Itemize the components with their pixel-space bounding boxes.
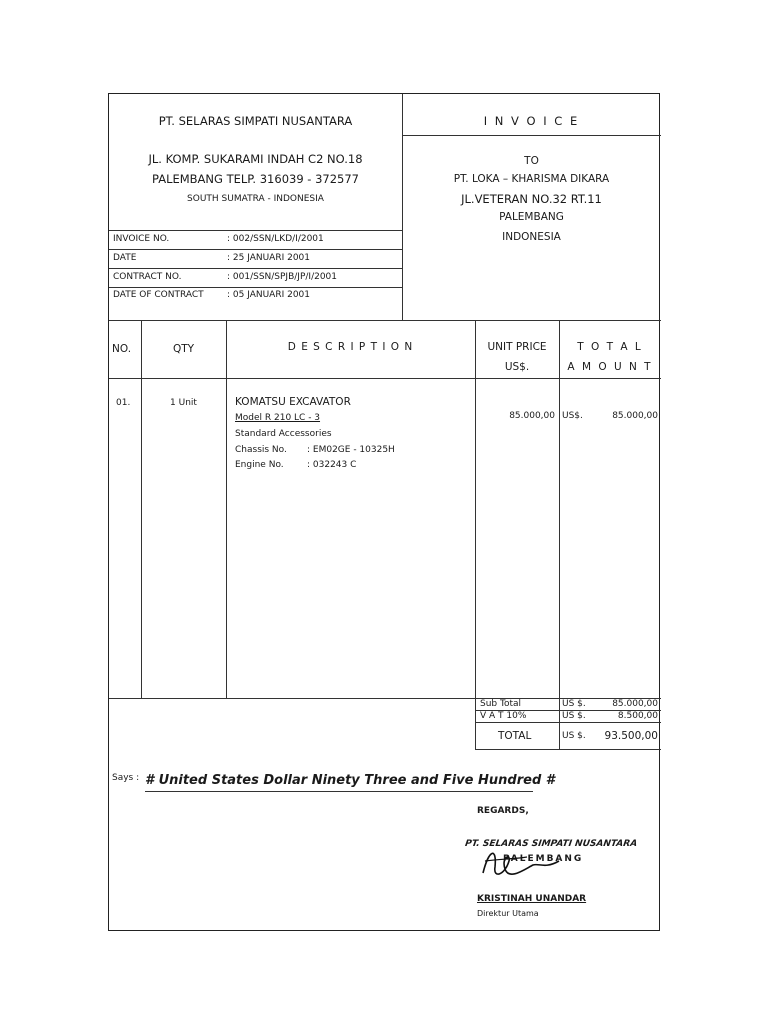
total-label: TOTAL [498,730,532,742]
vat-value: 8.500,00 [617,711,658,721]
row-description-model: Model R 210 LC - 3 [235,413,321,423]
amount-in-words: # United States Dollar Ninety Three and Five Hundred # [145,773,555,788]
header-divider [402,94,403,320]
company-name: PT. SELARAS SIMPATI NUSANTARA [158,114,353,128]
header-no: NO. [112,343,132,355]
header-total: T O T A L [577,341,643,353]
invoice-document [108,93,660,931]
table-header-rule [109,378,661,379]
company-address-line3: SOUTH SUMATRA - INDONESIA [187,194,324,204]
col-divider [559,320,560,750]
total-currency: US $. [562,731,586,741]
says-label: Says : [112,773,140,783]
row-qty: 1 Unit [170,398,197,408]
header-qty: QTY [172,343,195,355]
meta-top-rule [109,230,402,231]
company-address-line1: JL. KOMP. SUKARAMI INDAH C2 NO.18 [148,152,363,166]
title-underline [402,135,661,136]
signature-mark [475,839,575,889]
vat-currency: US $. [562,711,586,721]
header-unit-price-currency: US$. [504,361,530,373]
vat-label: V A T 10% [480,711,527,721]
col-divider [475,320,476,750]
meta-label: CONTRACT NO. [113,272,182,282]
regards-text: REGARDS, [477,806,529,816]
to-country: INDONESIA [502,231,561,243]
row-unit-price: 85.000,00 [509,411,555,421]
meta-value: : 05 JANUARI 2001 [227,290,311,300]
meta-rule [109,249,402,250]
invoice-title: I N V O I C E [483,114,580,128]
to-company-name: PT. LOKA – KHARISMA DIKARA [453,173,610,185]
stamp-city: PALEMBANG [503,854,584,864]
meta-label: DATE OF CONTRACT [113,290,204,300]
total-value: 93.500,00 [604,730,658,742]
meta-label: DATE [113,253,137,263]
to-address: JL.VETERAN NO.32 RT.11 [461,192,602,206]
subtotal-label: Sub Total [480,699,522,709]
subtotal-currency: US $. [562,699,586,709]
subtotal-value: 85.000,00 [612,699,658,709]
meta-rule [109,287,402,288]
meta-value: : 001/SSN/SPJB/JP/I/2001 [227,272,337,282]
amount-in-words-underline [145,791,533,792]
row-chassis-label: Chassis No. [235,445,287,455]
row-description-title: KOMATSU EXCAVATOR [235,396,351,408]
signer-title: Direktur Utama [477,909,539,918]
row-engine-label: Engine No. [235,460,284,470]
totals-bottom-rule [475,749,661,750]
row-no: 01. [116,398,131,408]
to-city: PALEMBANG [499,211,564,223]
meta-label: INVOICE NO. [113,234,170,244]
row-chassis-value: : EM02GE - 10325H [307,445,395,455]
signer-name: KRISTINAH UNANDAR [477,894,587,904]
header-amount: A M O U N T [567,361,653,373]
meta-value: : 002/SSN/LKD/I/2001 [227,234,324,244]
row-amount-currency: US$. [562,411,583,421]
row-engine-value: : 032243 C [307,460,357,470]
col-divider [226,320,227,698]
meta-value: : 25 JANUARI 2001 [227,253,311,263]
meta-rule [109,268,402,269]
totals-rule [475,722,661,723]
col-divider [141,320,142,698]
company-address-line2: PALEMBANG TELP. 316039 - 372577 [152,172,359,186]
header-description: D E S C R I P T I O N [287,341,414,353]
stamp-company: PT. SELARAS SIMPATI NUSANTARA [464,839,638,849]
row-amount: 85.000,00 [612,411,658,421]
header-unit-price: UNIT PRICE [487,341,547,353]
table-top-rule [109,320,661,321]
row-description-accessories: Standard Accessories [235,429,332,439]
to-label: TO [524,155,539,167]
